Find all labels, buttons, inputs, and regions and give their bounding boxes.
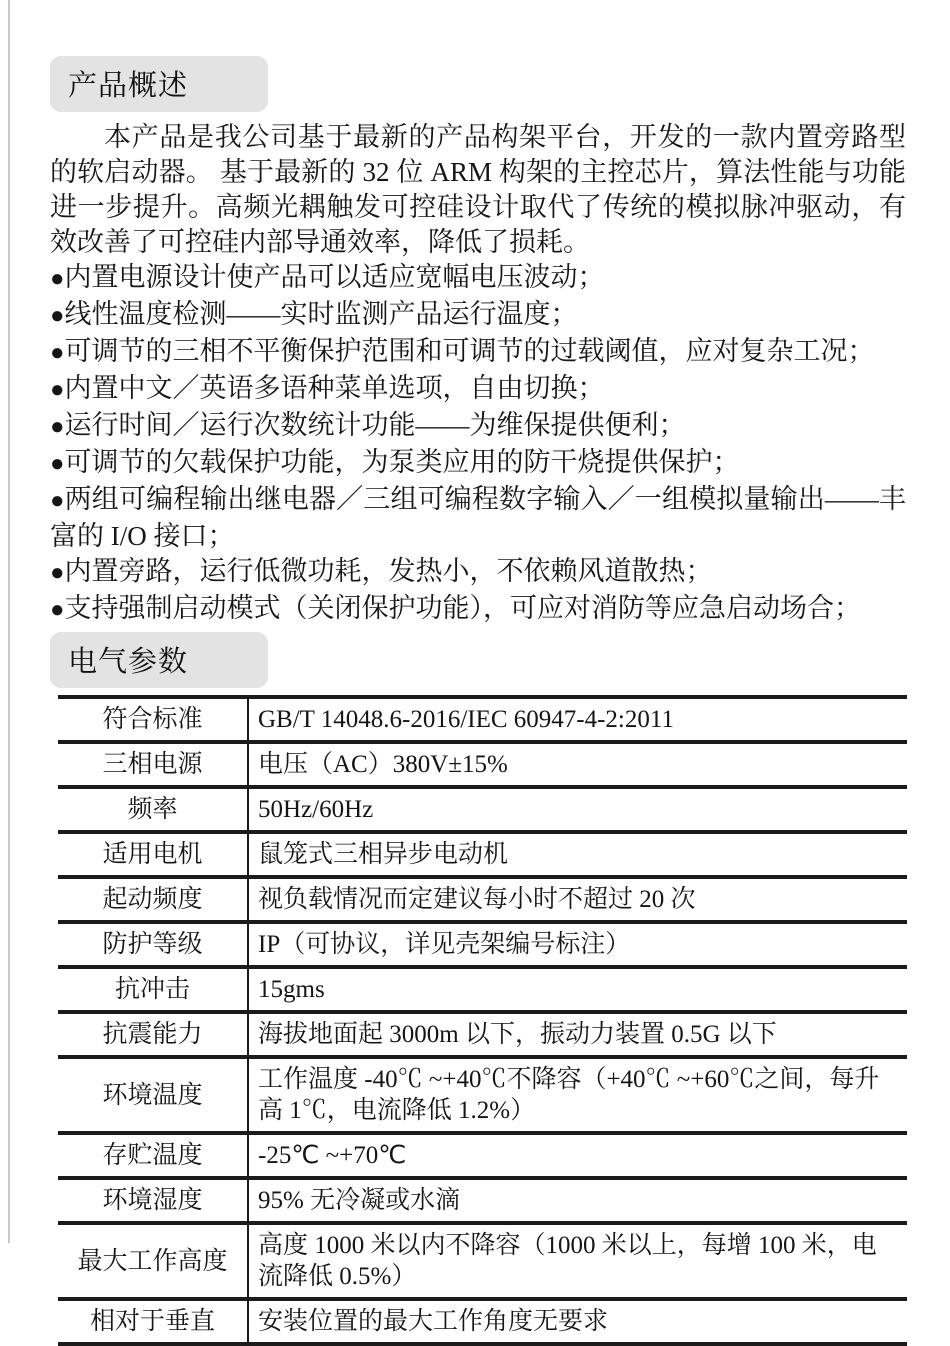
parameter-value-cell: 15gms [258,976,325,1003]
electrical-parameters-table [58,695,907,1346]
scan-page-edge-line [8,0,10,1243]
feature-bullet-text: 支持强制启动模式（关闭保护功能），可应对消防等应急启动场合； [64,593,861,623]
table-row [58,1178,907,1223]
parameter-name-cell: 防护等级 [58,922,248,967]
bullet-dot-icon: ● [50,377,65,403]
parameter-value-cell: 50Hz/60Hz [258,796,374,823]
table-row [58,1299,907,1344]
parameter-value-cell: IP（可协议，详见壳架编号标注） [258,931,631,958]
overview-section [50,120,906,628]
parameter-name-cell: 抗冲击 [58,967,248,1012]
feature-bullet-list [50,260,906,628]
bullet-dot-icon: ● [50,340,65,366]
feature-bullet-item [50,371,906,408]
feature-bullet-text: 可调节的欠载保护功能，为泵类应用的防干烧提供保护； [64,447,740,477]
feature-bullet-text: 两组可编程输出继电器／三组可编程数字输入／一组模拟量输出——丰富的 I/O 接口； [50,484,907,551]
parameter-value-cell: 视负载情况而定建议每小时不超过 20 次 [258,886,696,913]
parameter-value-cell: 海拔地面起 3000m 以下，振动力装置 0.5G 以下 [258,1021,777,1048]
bullet-dot-icon: ● [50,560,65,586]
feature-bullet-item [50,408,906,445]
parameter-name-cell: 抗震能力 [58,1012,248,1057]
feature-bullet-text: 运行时间／运行次数统计功能——为维保提供便利； [64,410,686,440]
bullet-dot-icon: ● [50,451,65,477]
table-row [58,877,907,922]
table-row [58,1223,907,1299]
parameter-value-cell: 高度 1000 米以内不降容（1000 米以上，每增 100 米，电流降低 0.5%） [258,1232,877,1290]
parameter-name-cell: 起动频度 [58,877,248,922]
parameter-name-cell: 相对于垂直 [58,1299,248,1344]
feature-bullet-item [50,334,906,371]
parameter-name-cell: 适用电机 [58,832,248,877]
feature-bullet-text: 可调节的三相不平衡保护范围和可调节的过载阈值，应对复杂工况； [64,336,875,366]
parameter-value-cell: 安装位置的最大工作角度无要求 [258,1308,609,1335]
feature-bullet-item [50,297,906,334]
bullet-dot-icon: ● [50,303,65,329]
feature-bullet-item [50,445,906,482]
feature-bullet-text: 内置中文／英语多语种菜单选项，自由切换； [64,373,605,403]
parameter-name-cell: 三相电源 [58,742,248,787]
feature-bullet-item [50,554,906,591]
feature-bullet-item [50,591,906,628]
section-header-product-overview: 产品概述 [50,56,268,112]
parameter-name-cell: 最大工作高度 [58,1223,248,1299]
table-row [58,832,907,877]
parameter-name-cell: 频率 [58,787,248,832]
bullet-dot-icon: ● [50,597,65,623]
table-row [58,787,907,832]
feature-bullet-item [50,260,906,297]
feature-bullet-text: 内置旁路，运行低微功耗，发热小，不依赖风道散热； [64,556,713,586]
table-row [58,697,907,742]
table-row [58,1133,907,1178]
feature-bullet-item [50,482,906,554]
parameter-value-cell: -25℃ ~+70℃ [258,1142,407,1169]
table-row [58,1012,907,1057]
parameter-value-cell: GB/T 14048.6-2016/IEC 60947-4-2:2011 [258,706,674,733]
table-row [58,1057,907,1133]
bullet-dot-icon: ● [50,414,65,440]
table-row [58,742,907,787]
parameter-name-cell: 符合标准 [58,697,248,742]
overview-paragraph: 本产品是我公司基于最新的产品构架平台，开发的一款内置旁路型的软启动器。 基于最新的 32 位 ARM 构架的主控芯片，算法性能与功能进一步提升。高频光耦触发可控硅设计取代了传统的模拟脉冲驱动，有效改善了可控硅内部导通效率，降低了损耗。 [50,122,906,257]
parameter-value-cell: 电压（AC）380V±15% [258,751,508,778]
feature-bullet-text: 内置电源设计使产品可以适应宽幅电压波动； [64,262,605,292]
table-row [58,967,907,1012]
bullet-dot-icon: ● [50,488,65,514]
table-row [58,922,907,967]
parameter-value-cell: 鼠笼式三相异步电动机 [258,841,509,868]
electrical-parameters-table-body [58,697,907,1344]
parameter-value-cell: 95% 无冷凝或水滴 [258,1187,461,1214]
parameter-name-cell: 环境湿度 [58,1178,248,1223]
parameter-name-cell: 存贮温度 [58,1133,248,1178]
bullet-dot-icon: ● [50,266,65,292]
parameter-name-cell: 环境温度 [58,1057,248,1133]
section-header-electrical-parameters: 电气参数 [50,632,268,688]
parameter-value-cell: 工作温度 -40℃ ~+40℃不降容（+40℃ ~+60℃之间，每升高 1℃，电流降低 1.2%） [258,1066,880,1124]
feature-bullet-text: 线性温度检测——实时监测产品运行温度； [64,299,578,329]
